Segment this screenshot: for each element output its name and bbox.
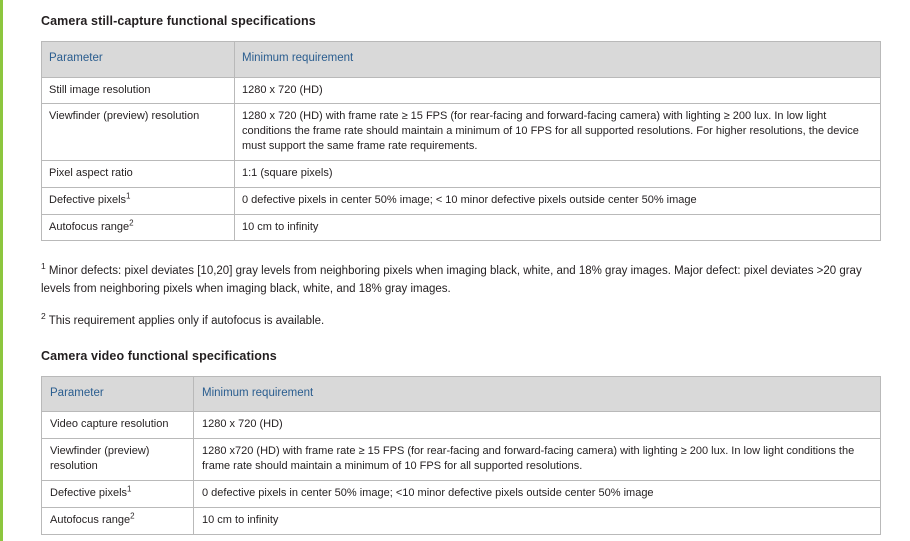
table-row — [42, 104, 881, 161]
footnote-marker: 1 — [41, 261, 46, 272]
cell-parameter — [42, 187, 235, 214]
table-row — [42, 480, 881, 507]
parameter-label: Autofocus range — [50, 513, 131, 526]
cell-parameter — [42, 214, 235, 241]
cell-requirement: 1:1 (square pixels) — [235, 160, 881, 187]
table-row — [42, 412, 881, 439]
footnote-marker: 2 — [129, 217, 134, 227]
column-header-minimum-requirement: Minimum requirement — [235, 42, 881, 78]
parameter-label: Autofocus range — [49, 220, 130, 233]
table-header-row — [42, 42, 881, 78]
parameter-label: Defective pixels — [50, 486, 128, 499]
table-body — [42, 77, 881, 241]
cell-parameter — [42, 480, 194, 507]
table-body — [42, 412, 881, 534]
footnote-marker: 2 — [130, 511, 135, 521]
cell-requirement: 1280 x 720 (HD) — [235, 77, 881, 104]
parameter-label: Pixel aspect ratio — [49, 166, 133, 179]
parameter-label: Defective pixels — [49, 193, 127, 206]
spacer — [41, 241, 880, 263]
cell-parameter — [42, 160, 235, 187]
footnote-text: This requirement applies only if autofocus is available. — [45, 315, 325, 328]
table-row — [42, 214, 881, 241]
still-section-title: Camera still-capture functional specifications — [41, 14, 316, 28]
table-row — [42, 160, 881, 187]
spacer — [41, 331, 880, 349]
footnote-marker: 1 — [127, 484, 132, 494]
cell-requirement: 10 cm to infinity — [194, 507, 881, 534]
table-row — [42, 507, 881, 534]
column-header-parameter: Parameter — [42, 42, 235, 78]
table-row — [42, 187, 881, 214]
cell-parameter — [42, 104, 235, 161]
parameter-label: Viewfinder (preview) resolution — [50, 445, 150, 473]
footnote-1 — [41, 263, 880, 299]
cell-parameter — [42, 77, 235, 104]
parameter-label: Viewfinder (preview) resolution — [49, 110, 200, 123]
video-spec-table — [41, 376, 881, 535]
cell-requirement: 1280 x 720 (HD) with frame rate ≥ 15 FPS (for rear-facing and forward-facing camera) with lighting ≥ 200 lux. In low light conditions the frame rate should maintain a minimum of 10 FPS for all supported resolutions. For higher resolutions, the device must support the same frame rate requirements. — [235, 104, 881, 161]
video-section-title: Camera video functional specifications — [41, 348, 277, 363]
footnote-2 — [41, 313, 880, 331]
cell-requirement: 0 defective pixels in center 50% image; < 10 minor defective pixels outside center 50% image — [235, 187, 881, 214]
document-content — [3, 0, 910, 535]
table-header — [42, 42, 881, 78]
footnote-marker: 1 — [126, 191, 131, 201]
cell-parameter — [42, 412, 194, 439]
spacer — [41, 299, 880, 313]
cell-requirement: 10 cm to infinity — [235, 214, 881, 241]
still-capture-spec-table — [41, 41, 881, 241]
table-row — [42, 77, 881, 104]
table-row — [42, 439, 881, 481]
cell-requirement: 0 defective pixels in center 50% image; <10 minor defective pixels outside center 50% image — [194, 480, 881, 507]
cell-requirement: 1280 x720 (HD) with frame rate ≥ 15 FPS (for rear-facing and forward-facing camera) with lighting ≥ 200 lux. In low light conditions the frame rate should maintain a minimum of 10 FPS for all supported resolutions. — [194, 439, 881, 481]
cell-parameter — [42, 507, 194, 534]
table-header-row — [42, 376, 881, 412]
table-header — [42, 376, 881, 412]
parameter-label: Still image resolution — [49, 83, 151, 96]
column-header-minimum-requirement: Minimum requirement — [194, 376, 881, 412]
column-header-parameter: Parameter — [42, 376, 194, 412]
parameter-label: Video capture resolution — [50, 418, 169, 431]
footnote-marker: 2 — [41, 311, 46, 322]
cell-parameter — [42, 439, 194, 481]
footnote-text: Minor defects: pixel deviates [10,20] gray levels from neighboring pixels when imaging black, white, and 18% gray images. Major defect: pixel deviates >20 gray levels from neighboring pixels when imaging black, white, and 18% gray images. — [41, 265, 862, 296]
cell-requirement: 1280 x 720 (HD) — [194, 412, 881, 439]
